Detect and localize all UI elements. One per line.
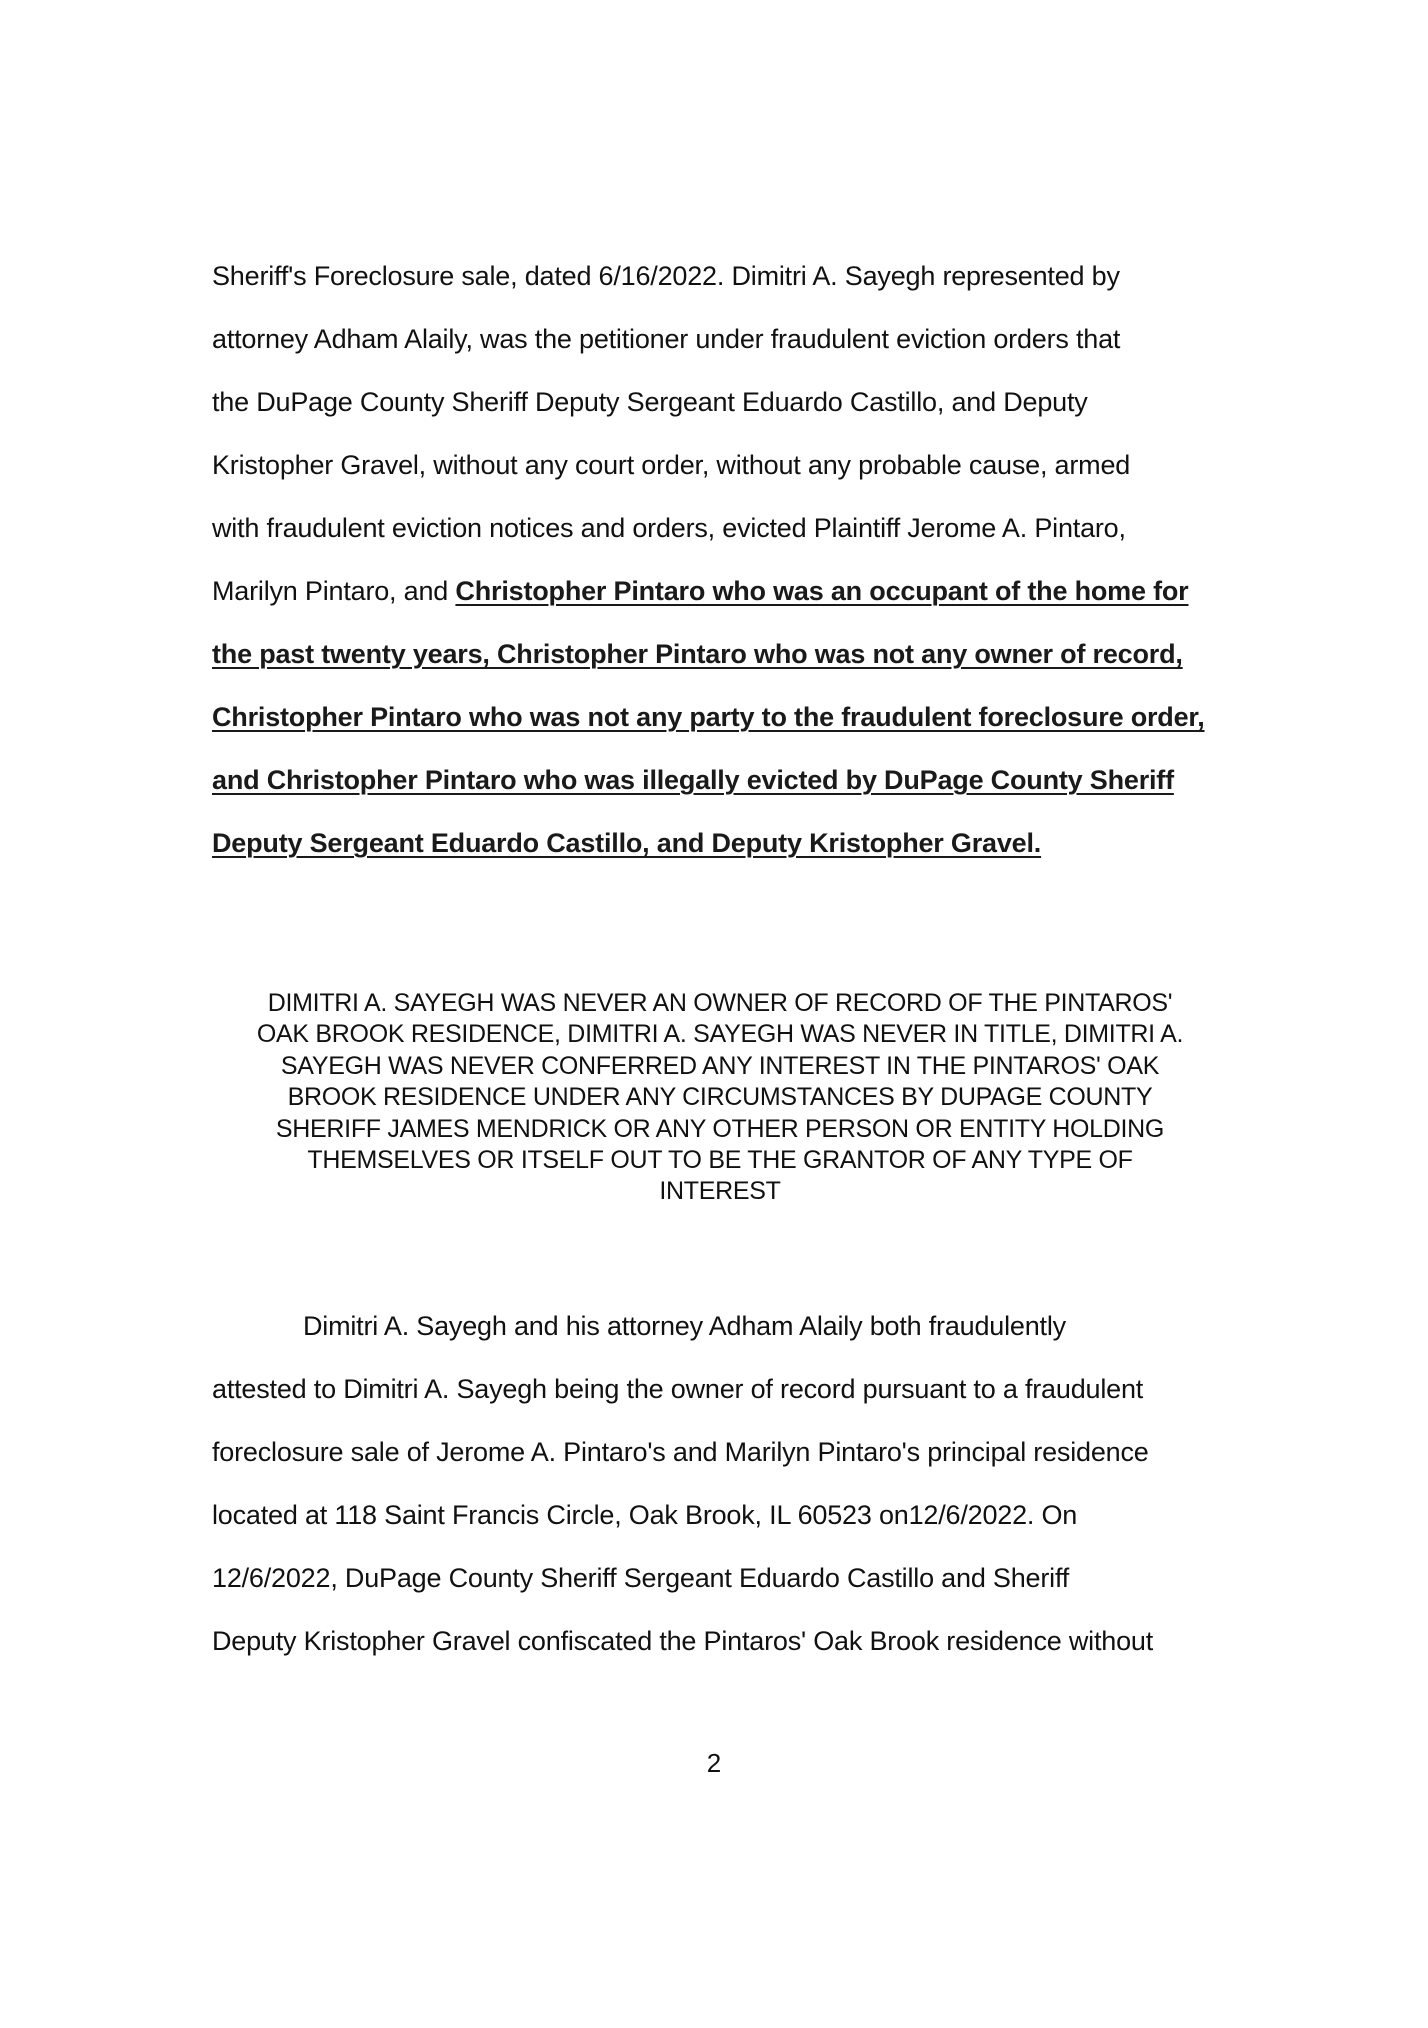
body-line: Kristopher Gravel, without any court order, without any probable cause, armed (212, 450, 1131, 480)
heading-line: SHERIFF JAMES MENDRICK OR ANY OTHER PERSON OR ENTITY HOLDING (275, 1114, 1165, 1143)
heading-line: BROOK RESIDENCE UNDER ANY CIRCUMSTANCES BY DUPAGE COUNTY (287, 1083, 1153, 1112)
heading-line: SAYEGH WAS NEVER CONFERRED ANY INTEREST IN THE PINTAROS' OAK (280, 1051, 1160, 1080)
underlined-line: the past twenty years, Christopher Pintaro who was not any owner of record, (212, 639, 1183, 669)
body-line: Sheriff's Foreclosure sale, dated 6/16/2022. Dimitri A. Sayegh represented by (212, 261, 1120, 291)
heading-line: INTEREST (659, 1177, 781, 1206)
body-line: the DuPage County Sheriff Deputy Sergeant Eduardo Castillo, and Deputy (212, 387, 1088, 417)
body-line (212, 575, 1188, 607)
heading-line: THEMSELVES OR ITSELF OUT TO BE THE GRANTOR OF ANY TYPE OF (307, 1146, 1133, 1175)
heading-line: OAK BROOK RESIDENCE, DIMITRI A. SAYEGH WAS NEVER IN TITLE, DIMITRI A. (256, 1020, 1184, 1049)
underlined-line: and Christopher Pintaro who was illegally evicted by DuPage County Sheriff (212, 765, 1174, 795)
underlined-line: Christopher Pintaro who was not any party to the fraudulent foreclosure order, (212, 702, 1205, 732)
body-line: with fraudulent eviction notices and orders, evicted Plaintiff Jerome A. Pintaro, (212, 513, 1126, 543)
body-line: Deputy Kristopher Gravel confiscated the Pintaros' Oak Brook residence without (212, 1626, 1154, 1656)
body-line: 12/6/2022, DuPage County Sheriff Sergeant Eduardo Castillo and Sheriff (212, 1563, 1070, 1593)
section-heading (200, 988, 1240, 1208)
heading-line: DIMITRI A. SAYEGH WAS NEVER AN OWNER OF RECORD OF THE PINTAROS' (267, 989, 1173, 1017)
body-line: attested to Dimitri A. Sayegh being the owner of record pursuant to a fraudulent (212, 1374, 1144, 1404)
underlined-text: Christopher Pintaro who was an occupant of the home for (455, 576, 1189, 606)
page-number: 2 (706, 1748, 722, 1778)
underlined-line: Deputy Sergeant Eduardo Castillo, and Deputy Kristopher Gravel. (212, 828, 1042, 858)
body-line: located at 118 Saint Francis Circle, Oak Brook, IL 60523 on12/6/2022. On (212, 1500, 1078, 1530)
body-line: attorney Adham Alaily, was the petitioner under fraudulent eviction orders that (212, 324, 1121, 354)
body-line: foreclosure sale of Jerome A. Pintaro's and Marilyn Pintaro's principal residence (212, 1437, 1149, 1467)
body-text: Marilyn Pintaro, and (212, 576, 456, 606)
body-line: Dimitri A. Sayegh and his attorney Adham Alaily both fraudulently (303, 1311, 1066, 1341)
